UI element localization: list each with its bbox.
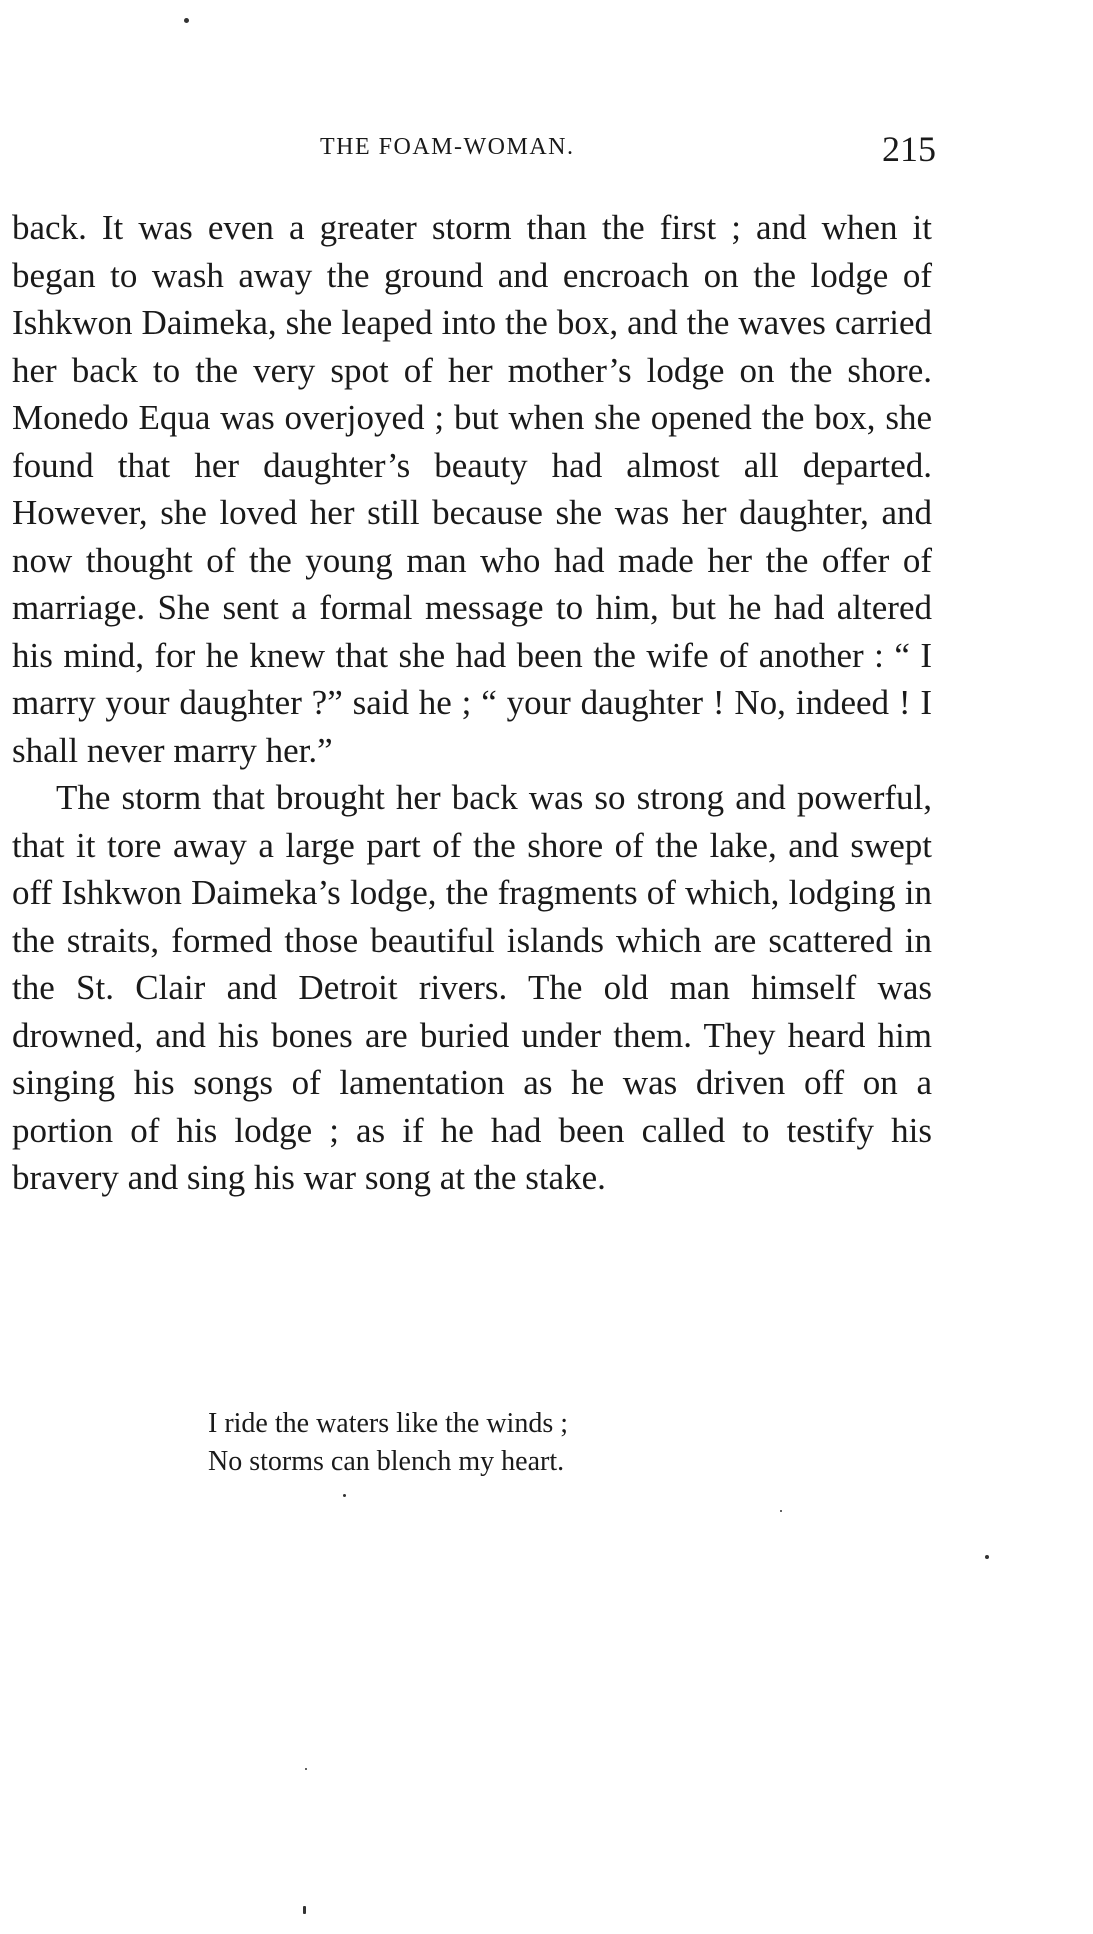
verse-quote — [208, 1405, 568, 1481]
paragraph: The storm that brought her back was so strong and powerful, that it tore away a large part of the shore of the lake, and swept off Ishkwon Daimeka’s lodge, the fragments of which, lodging in the straits, formed those beautiful islands which are scattered in the St. Clair and Detroit rivers. The old man himself was drowned, and his bones are buried under them. They heard him singing his songs of lamentation as he was driven off on a portion of his lodge ; as if he had been called to testify his bravery and sing his war song at the stake. — [12, 778, 932, 1197]
scan-speck — [305, 1768, 307, 1770]
verse-line: I ride the waters like the winds ; — [208, 1408, 569, 1439]
scan-speck — [184, 18, 189, 23]
body-text — [12, 204, 932, 1202]
scan-speck — [780, 1510, 782, 1512]
verse-line: No storms can blench my heart. — [208, 1446, 565, 1477]
scan-speck — [343, 1494, 346, 1497]
page-number: 215 — [882, 129, 936, 169]
scan-speck — [985, 1555, 989, 1559]
paragraph: back. It was even a greater storm than the first ; and when it began to wash away the ground and encroach on the lodge of Ishkwon Daimeka, she leaped into the box, and the waves carried her back to the very spot of her mother’s lodge on the shore. Monedo Equa was overjoyed ; but when she opened the box, she found that her daughter’s beauty had almost all departed. However, she loved her still because she was her daughter, and now thought of the young man who had made her the offer of marriage. She sent a formal message to him, but he had altered his mind, for he knew that she had been the wife of another : “ I marry your daughter ?” said he ; “ your daughter ! No, indeed ! I shall never marry her.” — [12, 208, 932, 770]
scan-speck — [303, 1906, 306, 1914]
page-header — [320, 128, 940, 172]
running-title: THE FOAM-WOMAN. — [320, 134, 575, 160]
